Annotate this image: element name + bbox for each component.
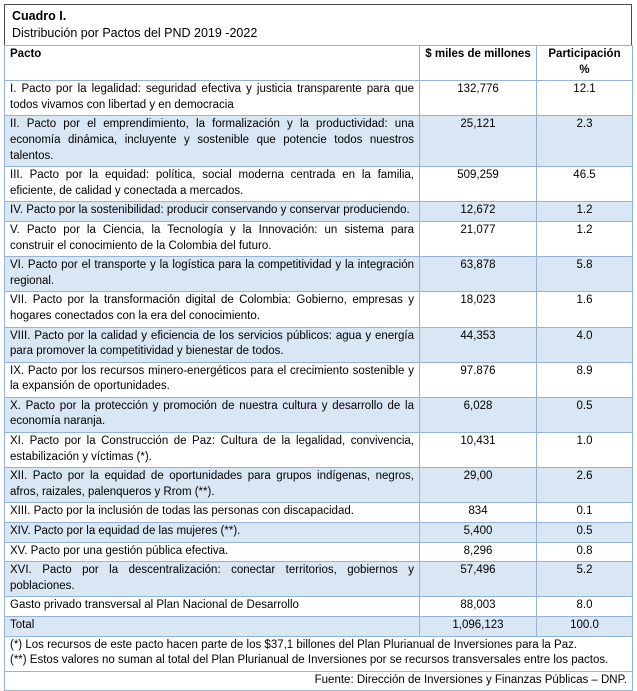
pacto-cell: VIII. Pacto por la calidad y eficiencia de los servicios públicos: agua y energía para promover la competitividad y bienestar de todos.: [5, 327, 420, 362]
source-row: [5, 671, 633, 691]
participacion-cell: 2.3: [537, 116, 633, 167]
valor-cell: 21,077: [420, 221, 537, 256]
pacto-cell: XIII. Pacto por la inclusión de todas las personas con discapacidad.: [5, 503, 420, 523]
table-row: [5, 362, 633, 397]
valor-cell: 5,400: [420, 523, 537, 543]
pacto-cell: V. Pacto por la Ciencia, la Tecnología y la Innovación: un sistema para construir el conocimiento de la Colombia del futuro.: [5, 221, 420, 256]
table-row: [5, 523, 633, 543]
table-row: [5, 221, 633, 256]
pacto-cell: I. Pacto por la legalidad: seguridad efectiva y justicia transparente para que todos vivamos con libertad y en democracia: [5, 81, 420, 116]
valor-cell: 88,003: [420, 597, 537, 617]
pacto-cell: X. Pacto por la protección y promoción de nuestra cultura y desarrollo de la economía naranja.: [5, 397, 420, 432]
pactos-table-body: [5, 81, 633, 636]
footnotes: [5, 636, 633, 671]
valor-cell: 29,00: [420, 468, 537, 503]
pactos-table: [4, 45, 633, 691]
valor-cell: 18,023: [420, 292, 537, 327]
participacion-cell: 1.2: [537, 202, 633, 222]
valor-cell: 132,776: [420, 81, 537, 116]
table-row: [5, 292, 633, 327]
cuadro-container: [4, 4, 632, 691]
participacion-cell: 5.8: [537, 257, 633, 292]
pacto-cell: VI. Pacto por el transporte y la logística para la competitividad y la integración regional.: [5, 257, 420, 292]
valor-cell: 25,121: [420, 116, 537, 167]
valor-cell: 6,028: [420, 397, 537, 432]
table-row: [5, 202, 633, 222]
pacto-cell: XV. Pacto por una gestión pública efectiva.: [5, 542, 420, 562]
table-row: [5, 327, 633, 362]
pacto-cell: XIV. Pacto por la equidad de las mujeres (**).: [5, 523, 420, 543]
table-header-row: [5, 46, 633, 81]
participacion-cell: 5.2: [537, 562, 633, 597]
table-subtitle: Distribución por Pactos del PND 2019 -2022: [12, 26, 258, 40]
valor-cell: 509,259: [420, 167, 537, 202]
pacto-cell: II. Pacto por el emprendimiento, la formalización y la productividad: una economía dinámica, incluyente y sostenible que potencie todos nuestros talentos.: [5, 116, 420, 167]
pacto-cell: Gasto privado transversal al Plan Nacional de Desarrollo: [5, 597, 420, 617]
participacion-cell: 1.2: [537, 221, 633, 256]
column-header-pacto: Pacto: [5, 46, 420, 81]
table-row: [5, 562, 633, 597]
table-row: [5, 617, 633, 637]
participacion-cell: 2.6: [537, 468, 633, 503]
valor-cell: 1,096,123: [420, 617, 537, 637]
pacto-cell: Total: [5, 617, 420, 637]
participacion-cell: 1.0: [537, 433, 633, 468]
table-row: [5, 542, 633, 562]
source-note: Fuente: Dirección de Inversiones y Finanzas Públicas – DNP.: [5, 671, 633, 691]
valor-cell: 834: [420, 503, 537, 523]
pacto-cell: IX. Pacto por los recursos minero-energéticos para el crecimiento sostenible y la expansión de oportunidades.: [5, 362, 420, 397]
participacion-cell: 46.5: [537, 167, 633, 202]
participacion-cell: 0.5: [537, 397, 633, 432]
valor-cell: 57,496: [420, 562, 537, 597]
table-row: [5, 433, 633, 468]
pacto-cell: XII. Pacto por la equidad de oportunidades para grupos indígenas, negros, afros, raizales, palenqueros y Rrom (**).: [5, 468, 420, 503]
pacto-cell: XI. Pacto por la Construcción de Paz: Cultura de la legalidad, convivencia, estabilización y víctimas (*).: [5, 433, 420, 468]
participacion-cell: 8.9: [537, 362, 633, 397]
participacion-cell: 8.0: [537, 597, 633, 617]
participacion-cell: 1.6: [537, 292, 633, 327]
table-row: [5, 167, 633, 202]
footnote-line-2: (**) Estos valores no suman al total del Plan Plurianual de Inversiones por se recursos transversales entre los pactos.: [10, 654, 609, 667]
table-title: Cuadro I.: [12, 9, 67, 23]
table-row: [5, 468, 633, 503]
participacion-cell: 100.0: [537, 617, 633, 637]
footnotes-row: [5, 636, 633, 671]
pacto-cell: III. Pacto por la equidad: política, social moderna centrada en la familia, eficiente, de calidad y conectada a mercados.: [5, 167, 420, 202]
participacion-cell: 4.0: [537, 327, 633, 362]
column-header-valor: $ miles de millones: [420, 46, 537, 81]
pacto-cell: VII. Pacto por la transformación digital de Colombia: Gobierno, empresas y hogares conectados con la era del conocimiento.: [5, 292, 420, 327]
table-row: [5, 503, 633, 523]
table-title-box: [4, 4, 632, 45]
valor-cell: 10,431: [420, 433, 537, 468]
table-row: [5, 257, 633, 292]
table-row: [5, 81, 633, 116]
valor-cell: 63,878: [420, 257, 537, 292]
footnote-line-1: (*) Los recursos de este pacto hacen parte de los $37,1 billones del Plan Plurianual de Inversiones para la Paz.: [10, 638, 578, 651]
table-row: [5, 116, 633, 167]
pacto-cell: IV. Pacto por la sostenibilidad: producir conservando y conservar produciendo.: [5, 202, 420, 222]
table-row: [5, 597, 633, 617]
participacion-cell: 0.1: [537, 503, 633, 523]
valor-cell: 44,353: [420, 327, 537, 362]
table-row: [5, 397, 633, 432]
participacion-cell: 0.8: [537, 542, 633, 562]
valor-cell: 97.876: [420, 362, 537, 397]
participacion-cell: 12.1: [537, 81, 633, 116]
participacion-cell: 0.5: [537, 523, 633, 543]
valor-cell: 12,672: [420, 202, 537, 222]
pacto-cell: XVI. Pacto por la descentralización: conectar territorios, gobiernos y poblaciones.: [5, 562, 420, 597]
column-header-participacion: Participación %: [537, 46, 633, 81]
valor-cell: 8,296: [420, 542, 537, 562]
